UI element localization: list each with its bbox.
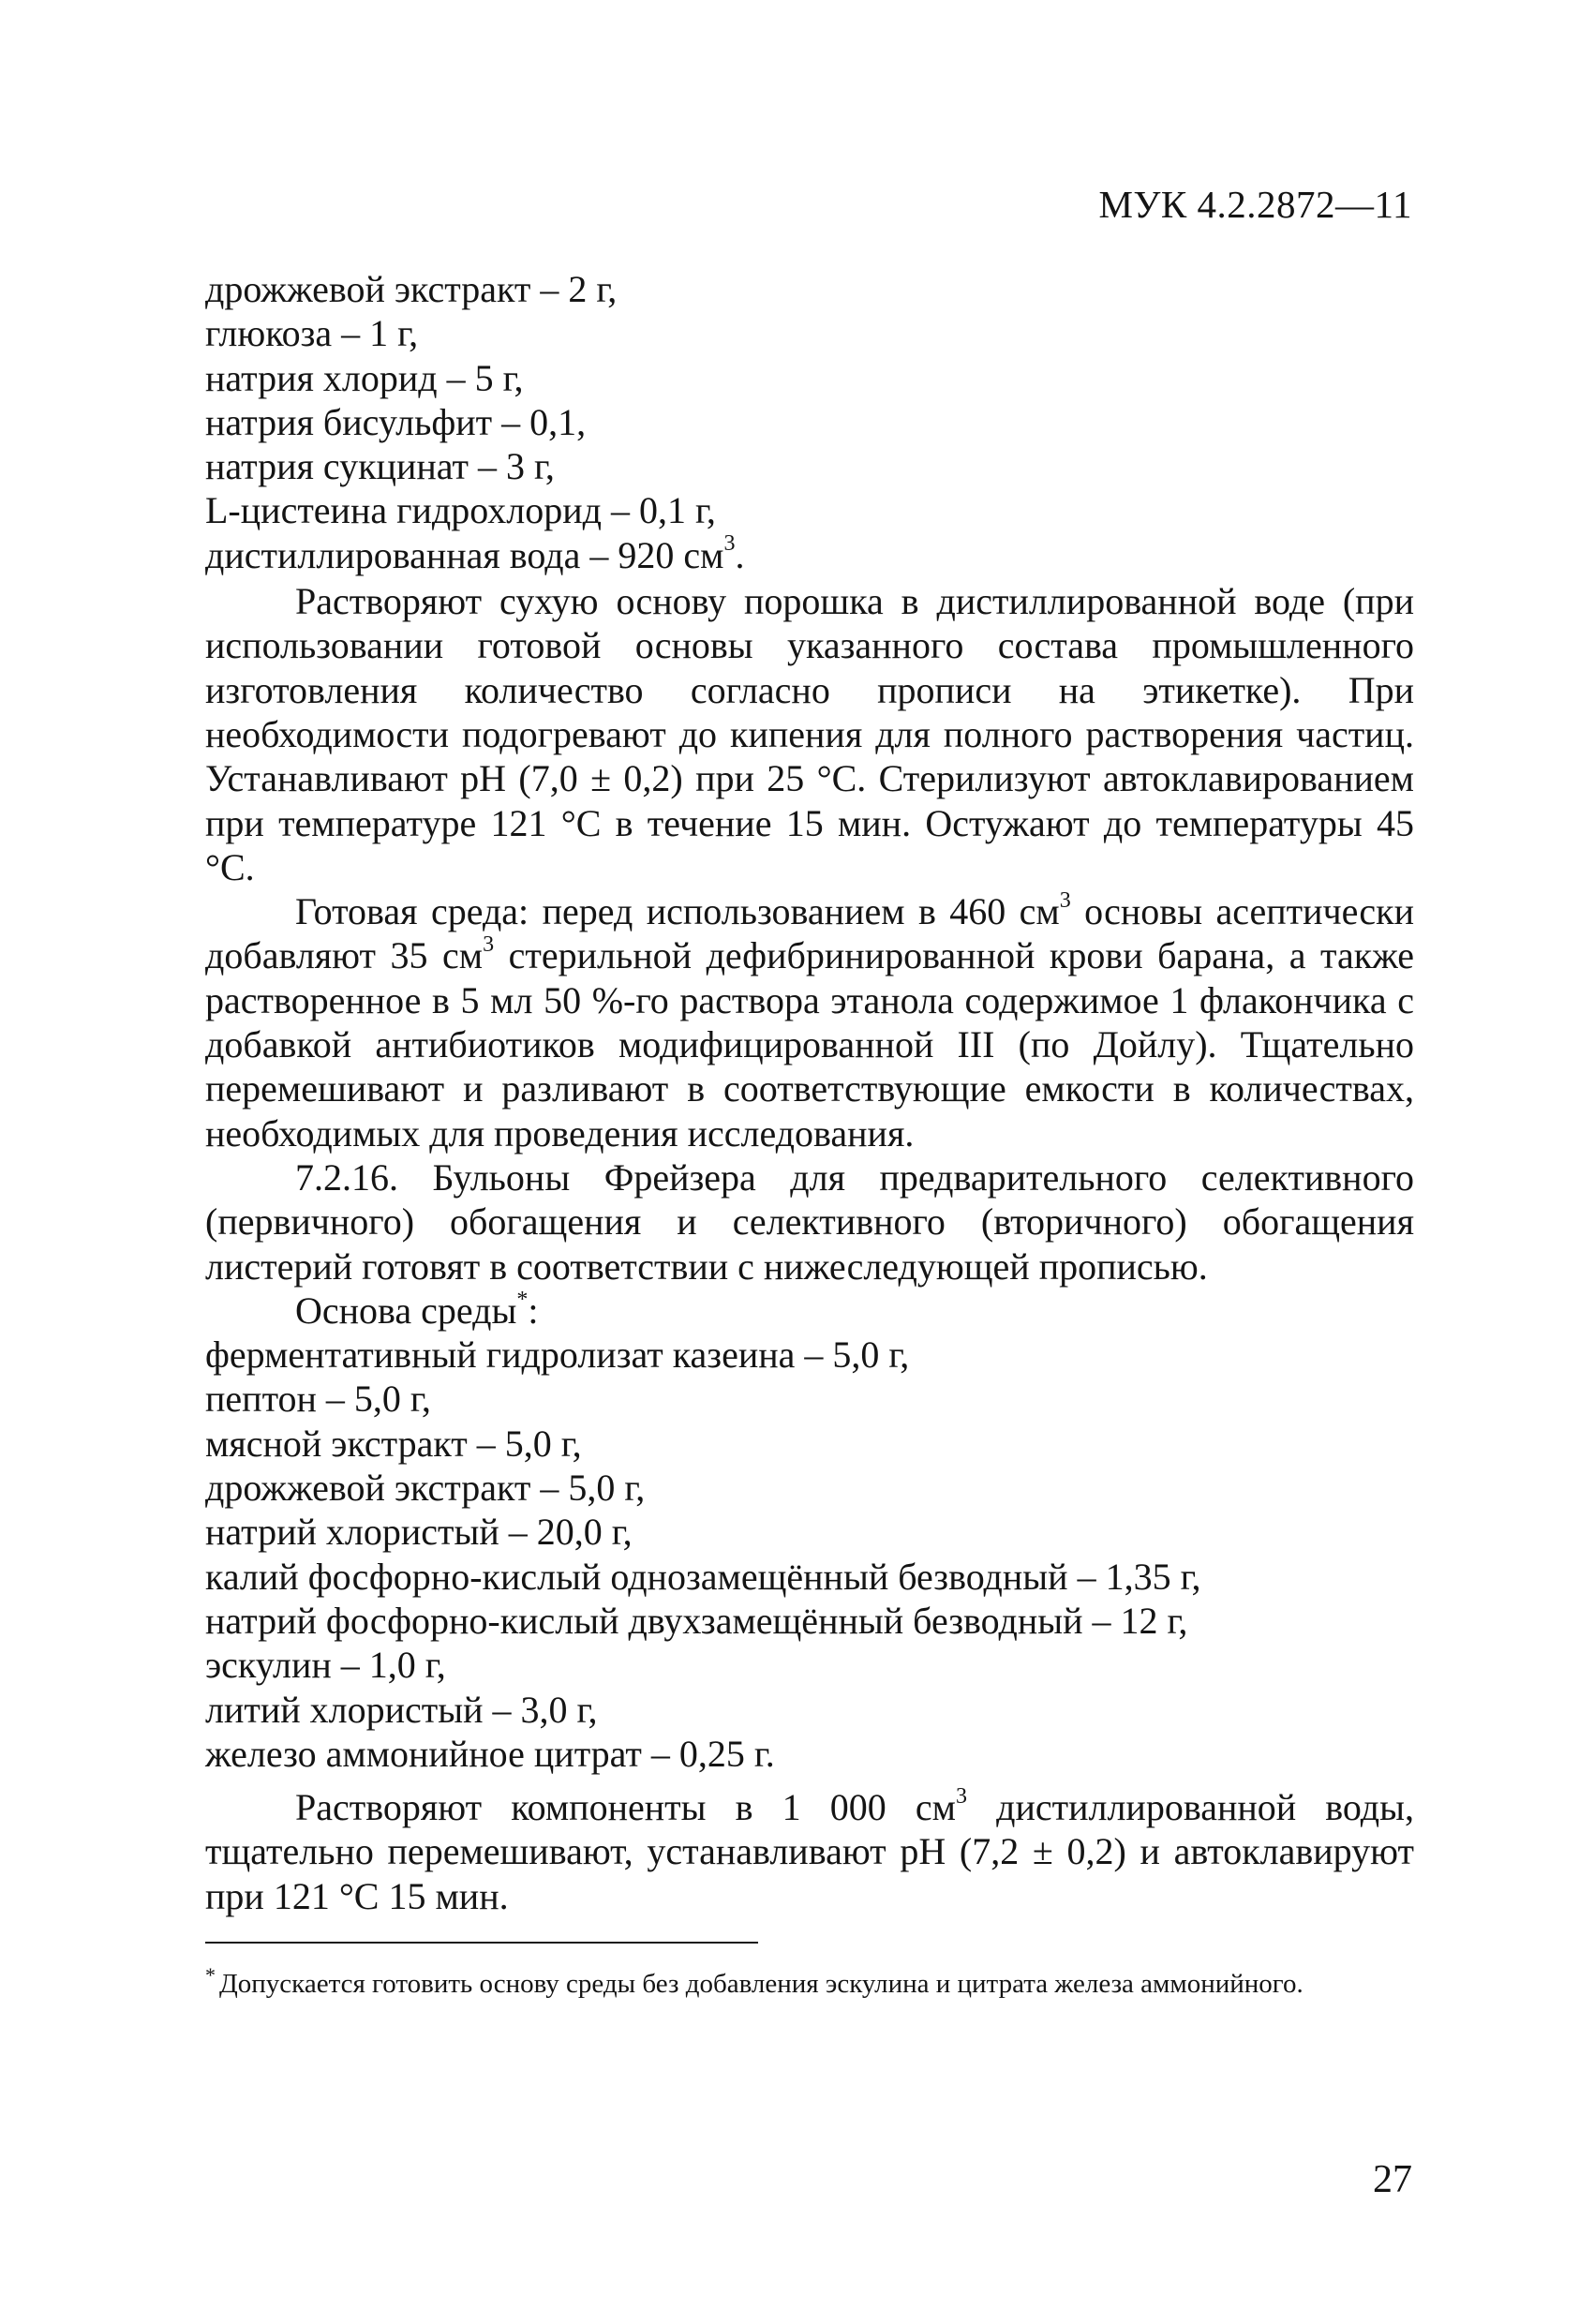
punctuation: : [528,1289,539,1332]
text-run: Растворяют компоненты в 1 000 см [295,1786,956,1829]
recipe-item: железо аммонийное цитрат – 0,25 г. [205,1732,775,1775]
recipe-item: натрий фосфорно-кислый двухзамещённый безводный – 12 г, [205,1599,1188,1642]
paragraph-dissolve: Растворяют сухую основу порошка в дистиллированной воде (при использовании готовой основы указанного состава промышленного изготовления количество согласно прописи на этикетке). При необходимости подогревают до кипения для полного растворения частиц. Устанавливают pH (7,0 ± 0,2) при 25 °С. Стерилизуют автоклавированием при температуре 121 °С в течение 15 мин. Остужают до температуры 45 °С. [205,580,1414,888]
recipe-item: натрия сукцинат – 3 г, [205,445,555,488]
page-body [205,267,1414,1918]
text-run: дистиллированной воды, тщательно перемешивают, устанавливают pH (7,2 ± 0,2) и автоклавируют при 121 °С 15 мин. [205,1786,1414,1917]
text-run: основы асептически добавляют 35 см [205,890,1414,977]
recipe-item: литий хлористый – 3,0 г, [205,1688,598,1731]
superscript: 3 [483,932,495,958]
recipe-item: пептон – 5,0 г, [205,1378,431,1421]
superscript: 3 [955,1783,967,1809]
recipe-item: калий фосфорно-кислый однозамещённый безводный – 1,35 г, [205,1555,1201,1598]
superscript: 3 [723,531,736,557]
recipe-item: L-цистеина гидрохлорид – 0,1 г, [205,489,716,532]
recipe-item-text: дистиллированная вода – 920 см [205,533,724,576]
base-label [205,1289,1414,1333]
recipe-item: натрия хлорид – 5 г, [205,356,524,399]
footnote-divider [205,1942,758,1944]
document-code-header: МУК 4.2.2872—11 [1098,183,1412,226]
footnote-text: Допускается готовить основу среды без добавления эскулина и цитрата железа аммонийного. [219,1969,1304,1999]
footnote-mark: * [205,1963,216,1988]
recipe-item: дрожжевой экстракт – 5,0 г, [205,1467,646,1510]
superscript: 3 [1059,887,1071,913]
recipe-item: эскулин – 1,0 г, [205,1644,446,1687]
recipe-item: мясной экстракт – 5,0 г, [205,1422,582,1465]
paragraph-section-7-2-16: 7.2.16. Бульоны Фрейзера для предварительного селективного (первичного) обогащения и селективного (вторичного) обогащения листерий готовят в соответствии с нижеследующей прописью. [205,1155,1414,1288]
page-number: 27 [1373,2158,1412,2201]
text-run: стерильной дефибринированной крови барана, а также растворенное в 5 мл 50 %-го раствора этанола содержимое 1 флакончика с добавкой антибиотиков модифицированной III (по Дойлу). Тщательно перемешивают и разливают в соответствующие емкости в количествах, необходимых для проведения исследования. [205,934,1415,1155]
footnote [205,1963,1304,2002]
paragraph-ready-medium [205,889,1414,1155]
text-run: Готовая среда: перед использованием в 460 см [295,890,1060,933]
paragraph-final [205,1785,1414,1918]
recipe-list-1 [205,267,1414,577]
recipe-item: дрожжевой экстракт – 2 г, [205,268,618,310]
recipe-item: глюкоза – 1 г, [205,312,419,355]
recipe-list-2 [205,1333,1414,1776]
punctuation: . [735,533,745,576]
base-label-text: Основа среды [295,1289,517,1332]
footnote-mark: * [516,1287,529,1312]
recipe-item: натрия бисульфит – 0,1, [205,400,587,443]
recipe-item-last [205,533,1414,577]
recipe-item: ферментативный гидролизат казеина – 5,0 г, [205,1333,910,1377]
recipe-item: натрий хлористый – 20,0 г, [205,1511,633,1554]
